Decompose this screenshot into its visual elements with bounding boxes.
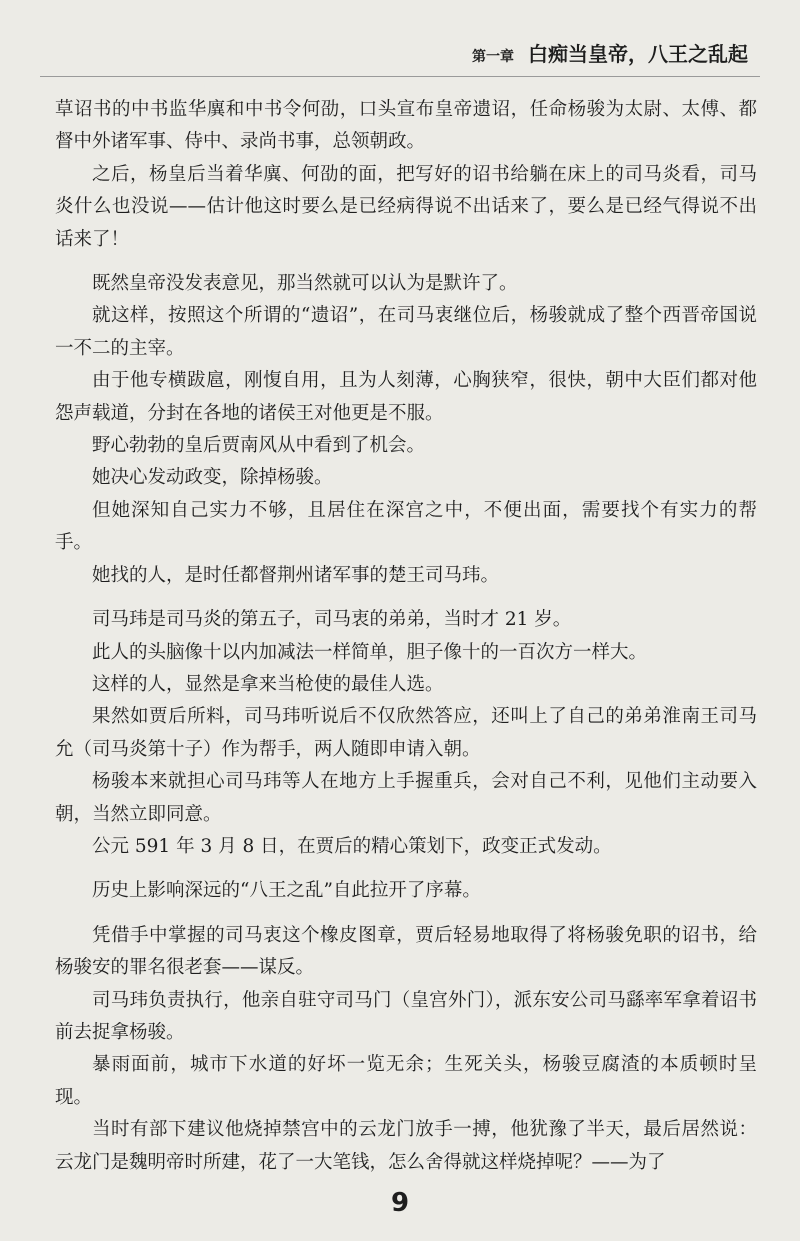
page-body [55, 94, 757, 1179]
paragraph: 既然皇帝没发表意见，那当然就可以认为是默许了。 [92, 273, 518, 295]
running-header [0, 38, 748, 67]
chapter-label: 第一章 [472, 49, 514, 65]
paragraph: 杨骏本来就担心司马玮等人在地方上手握重兵，会对自己不利，见他们主动要入朝，当然立即同意。 [55, 771, 757, 825]
paragraph: 此人的头脑像十以内加减法一样简单，胆子像十的一百次方一样大。 [92, 641, 648, 663]
paragraph: 这样的人，显然是拿来当枪使的最佳人选。 [92, 673, 444, 695]
paragraph: 当时有部下建议他烧掉禁宫中的云龙门放手一搏，他犹豫了半天，最后居然说：云龙门是魏明帝时所建，花了一大笔钱，怎么舍得就这样烧掉呢？——为了 [55, 1119, 757, 1173]
paragraph: 司马玮负责执行，他亲自驻守司马门（皇宫外门），派东安公司马繇率军拿着诏书前去捉拿杨骏。 [55, 989, 757, 1043]
paragraph: 她决心发动政变，除掉杨骏。 [92, 467, 333, 489]
paragraph: 之后，杨皇后当着华廙、何劭的面，把写好的诏书给躺在床上的司马炎看，司马炎什么也没说——估计他这时要么是已经病得说不出话来了，要么是已经气得说不出话来了！ [55, 163, 757, 250]
paragraph: 果然如贾后所料，司马玮听说后不仅欣然答应，还叫上了自己的弟弟淮南王司马允（司马炎第十子）作为帮手，两人随即申请入朝。 [55, 706, 757, 760]
page-number: 9 [390, 1188, 410, 1218]
paragraph: 由于他专横跋扈，刚愎自用，且为人刻薄，心胸狭窄，很快，朝中大臣们都对他怨声载道，分封在各地的诸侯王对他更是不服。 [55, 370, 757, 424]
paragraph: 暴雨面前，城市下水道的好坏一览无余；生死关头，杨骏豆腐渣的本质顿时呈现。 [55, 1054, 757, 1108]
paragraph: 她找的人，是时任都督荆州诸军事的楚王司马玮。 [92, 564, 500, 586]
header-rule [40, 76, 760, 77]
paragraph: 但她深知自己实力不够，且居住在深宫之中，不便出面，需要找个有实力的帮手。 [55, 499, 757, 554]
paragraph: 野心勃勃的皇后贾南风从中看到了机会。 [92, 435, 426, 457]
paragraph: 凭借手中掌握的司马衷这个橡皮图章，贾后轻易地取得了将杨骏免职的诏书，给杨骏安的罪名很老套——谋反。 [55, 924, 757, 979]
paragraph: 就这样，按照这个所谓的“遗诏”，在司马衷继位后，杨骏就成了整个西晋帝国说一不二的主宰。 [55, 305, 757, 359]
paragraph: 公元 591 年 3 月 8 日，在贾后的精心策划下，政变正式发动。 [92, 835, 612, 857]
paragraph: 司马玮是司马炎的第五子，司马衷的弟弟，当时才 21 岁。 [92, 609, 572, 631]
chapter-title: 白痴当皇帝，八王之乱起 [528, 42, 748, 66]
paragraph: 草诏书的中书监华廙和中书令何劭，口头宣布皇帝遗诏，任命杨骏为太尉、太傅、都督中外诸军事、侍中、录尚书事，总领朝政。 [55, 99, 757, 153]
paragraph: 历史上影响深远的“八王之乱”自此拉开了序幕。 [92, 880, 481, 902]
